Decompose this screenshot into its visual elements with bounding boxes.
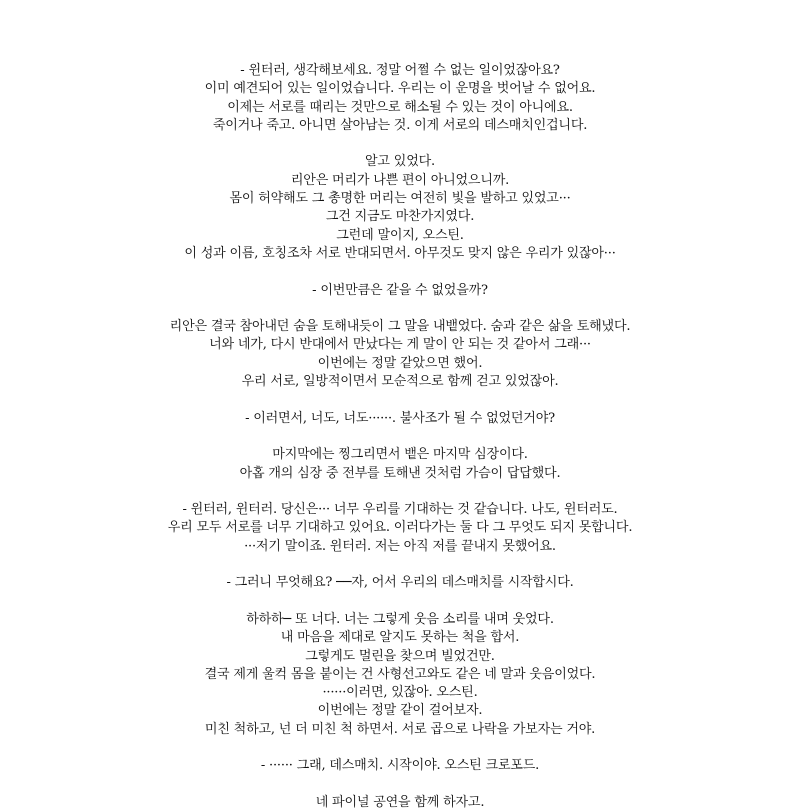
text-line: 리안은 머리가 나쁜 편이 아니었으니까. (290, 172, 510, 188)
text-line: 몸이 허약해도 그 총명한 머리는 여전히 빛을 발하고 있었고··· (229, 191, 571, 207)
paragraph-gap (0, 556, 800, 574)
text-line: - ······ 그래, 데스매치. 시작이야. 오스틴 크로포드. (260, 758, 540, 774)
paragraph-gap (0, 300, 800, 318)
text-line: - 이번만큼은 같을 수 없었을까? (312, 282, 488, 298)
paragraph-gap (0, 483, 800, 501)
text-line: 이번에는 정말 같이 걸어보자. (317, 703, 483, 719)
text-line: 이 성과 이름, 호칭조차 서로 반대되면서. 아무것도 맞지 않은 우리가 있잖아··· (184, 245, 616, 261)
text-line: 이제는 서로를 때리는 것만으로 해소될 수 있는 것이 아니에요. (227, 99, 573, 115)
paragraph-gap (0, 135, 800, 153)
paragraph-gap (0, 776, 800, 794)
text-line: 이미 예견되어 있는 일이었습니다. 우리는 이 운명을 벗어날 수 없어요. (204, 81, 596, 97)
paragraph (0, 757, 800, 775)
text-line: 우리 모두 서로를 너무 기대하고 있어요. 이러다가는 둘 다 그 무엇도 되지 못합니다. (167, 520, 633, 536)
paragraph (0, 574, 800, 592)
text-line: ······이러면, 있잖아. 오스틴. (322, 685, 478, 701)
text-line: - 윈터러, 윈터러. 당신은··· 너무 우리를 기대하는 것 같습니다. 나도, 윈터러도. (182, 502, 618, 518)
paragraph (0, 446, 800, 483)
text-line: 내 마음을 제대로 알지도 못하는 척을 합서. (280, 630, 520, 646)
text-line: ···저기 말이죠. 윈터러. 저는 아직 저를 끝내지 못했어요. (244, 538, 556, 554)
text-line: 네 파이널 공연을 함께 하자고. (315, 794, 485, 810)
paragraph (0, 611, 800, 739)
text-line: 마지막에는 찡그리면서 뱉은 마지막 심장이다. (272, 447, 528, 463)
text-line: 그렇게도 멀린을 찾으며 빌었건만. (305, 648, 495, 664)
paragraph (0, 62, 800, 135)
text-line: 너와 네가, 다시 반대에서 만났다는 게 말이 안 되는 것 같아서 그래··· (209, 337, 591, 353)
text-line: 리안은 결국 참아내던 숨을 토해내듯이 그 말을 내뱉었다. 숨과 같은 삶을 토해냈다. (169, 319, 631, 335)
text-line: - 그러니 무엇해요? ──자, 어서 우리의 데스매치를 시작합시다. (226, 575, 574, 591)
paragraph-gap (0, 739, 800, 757)
paragraph (0, 318, 800, 391)
paragraph-gap (0, 391, 800, 409)
paragraph (0, 153, 800, 263)
text-line: 죽이거나 죽고. 아니면 살아남는 것. 이게 서로의 데스매치인겁니다. (212, 117, 588, 133)
text-line: 결국 제게 울컥 몸을 붙이는 건 사형선고와도 같은 네 말과 웃음이었다. (204, 666, 596, 682)
paragraph (0, 501, 800, 556)
paragraph-gap (0, 593, 800, 611)
text-line: - 이러면서, 너도, 너도······. 불사조가 될 수 없었던거야? (245, 410, 555, 426)
text-line: 알고 있었다. (365, 154, 435, 170)
text-line: 하하하─ 또 너다. 너는 그렇게 웃음 소리를 내며 웃었다. (246, 611, 554, 627)
text-line: 그건 지금도 마찬가지였다. (325, 209, 475, 225)
text-line: 그런데 말이지, 오스틴. (336, 227, 464, 243)
paragraph-gap (0, 428, 800, 446)
paragraph (0, 282, 800, 300)
paragraph (0, 410, 800, 428)
text-line: 아홉 개의 심장 중 전부를 토해낸 것처럼 가슴이 답답했다. (239, 465, 561, 481)
paragraph-gap (0, 263, 800, 281)
story-text (0, 62, 800, 812)
text-line: - 윈터러, 생각해보세요. 정말 어쩔 수 없는 일이었잖아요? (240, 63, 560, 78)
text-line: 우리 서로, 일방적이면서 모순적으로 함께 걷고 있었잖아. (241, 374, 559, 390)
text-line: 미친 척하고, 넌 더 미친 척 하면서. 서로 곱으로 나락을 가보자는 거야. (204, 721, 596, 737)
paragraph (0, 794, 800, 812)
text-line: 이번에는 정말 같았으면 했어. (317, 355, 483, 371)
